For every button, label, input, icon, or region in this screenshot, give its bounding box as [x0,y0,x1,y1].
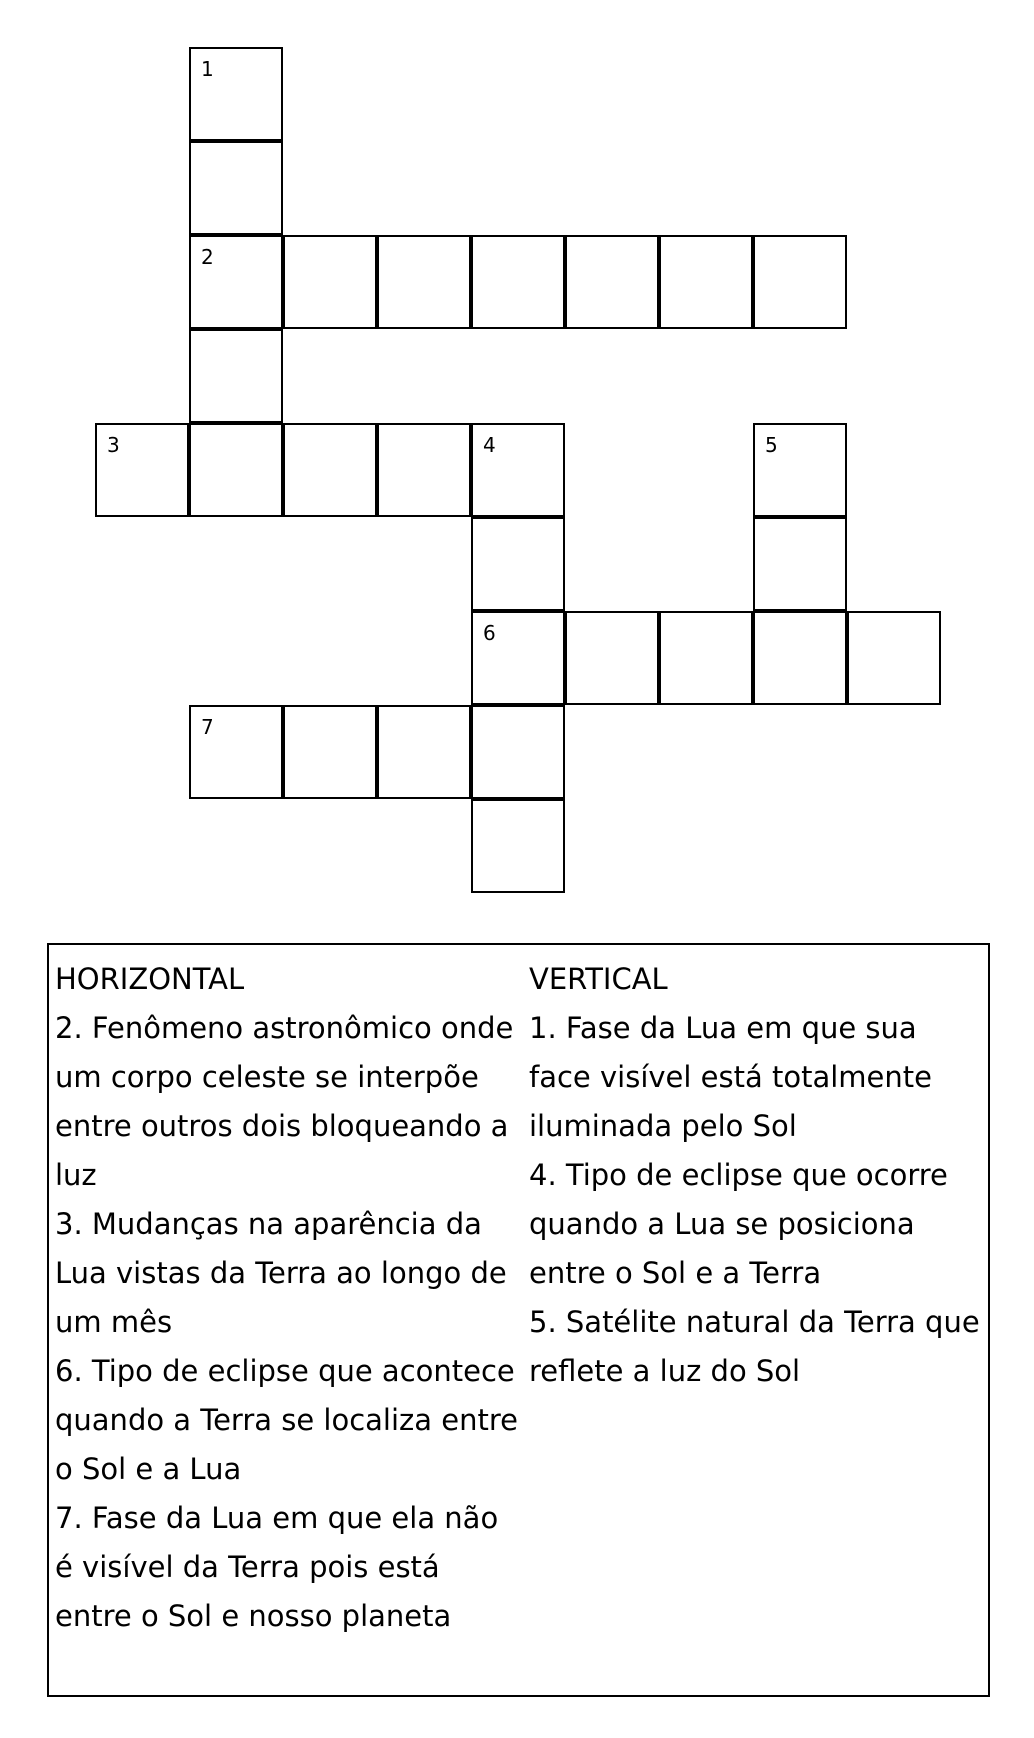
crossword-cell[interactable] [377,705,471,799]
crossword-cell[interactable] [471,705,565,799]
crossword-cell[interactable] [659,611,753,705]
clue-number: 6 [483,621,496,645]
crossword-cell[interactable] [189,329,283,423]
crossword-cell[interactable] [189,235,283,329]
clue-horizontal-7: 7. Fase da Lua em que ela não é visível da Terra pois está entre o Sol e nosso planeta [55,1501,499,1633]
crossword-cell[interactable] [471,799,565,893]
horizontal-heading: HORIZONTAL [55,962,245,996]
crossword-cell[interactable] [283,423,377,517]
vertical-heading: VERTICAL [529,962,668,996]
crossword-cell[interactable] [565,235,659,329]
vertical-clues [529,955,984,1396]
crossword-cell[interactable] [95,423,189,517]
crossword-cell[interactable] [189,47,283,141]
clues-box [47,943,990,1697]
clue-vertical-4: 4. Tipo de eclipse que ocorre quando a Lua se posiciona entre o Sol e a Terra [529,1158,948,1290]
crossword-cell[interactable] [565,611,659,705]
crossword-cell[interactable] [753,423,847,517]
clue-horizontal-6: 6. Tipo de eclipse que acontece quando a Terra se localiza entre o Sol e a Lua [55,1354,518,1486]
horizontal-clues [55,955,525,1641]
clue-vertical-1: 1. Fase da Lua em que sua face visível está totalmente iluminada pelo Sol [529,1011,932,1143]
clue-number: 5 [765,433,778,457]
crossword-cell[interactable] [753,235,847,329]
crossword-cell[interactable] [471,517,565,611]
clue-number: 7 [201,715,214,739]
crossword-cell[interactable] [847,611,941,705]
clue-number: 3 [107,433,120,457]
crossword-cell[interactable] [659,235,753,329]
crossword-cell[interactable] [189,423,283,517]
crossword-cell[interactable] [471,611,565,705]
crossword-cell[interactable] [753,611,847,705]
crossword-cell[interactable] [753,517,847,611]
clue-number: 1 [201,57,214,81]
clue-number: 4 [483,433,496,457]
clue-number: 2 [201,245,214,269]
crossword-cell[interactable] [283,235,377,329]
clue-horizontal-2: 2. Fenômeno astronômico onde um corpo celeste se interpõe entre outros dois bloqueando a luz [55,1011,514,1192]
crossword-cell[interactable] [377,423,471,517]
crossword-cell[interactable] [471,423,565,517]
crossword-cell[interactable] [189,141,283,235]
clue-horizontal-3: 3. Mudanças na aparência da Lua vistas da Terra ao longo de um mês [55,1207,507,1339]
crossword-cell[interactable] [377,235,471,329]
crossword-cell[interactable] [471,235,565,329]
crossword-cell[interactable] [283,705,377,799]
clue-vertical-5: 5. Satélite natural da Terra que reflete a luz do Sol [529,1305,980,1388]
crossword-cell[interactable] [189,705,283,799]
